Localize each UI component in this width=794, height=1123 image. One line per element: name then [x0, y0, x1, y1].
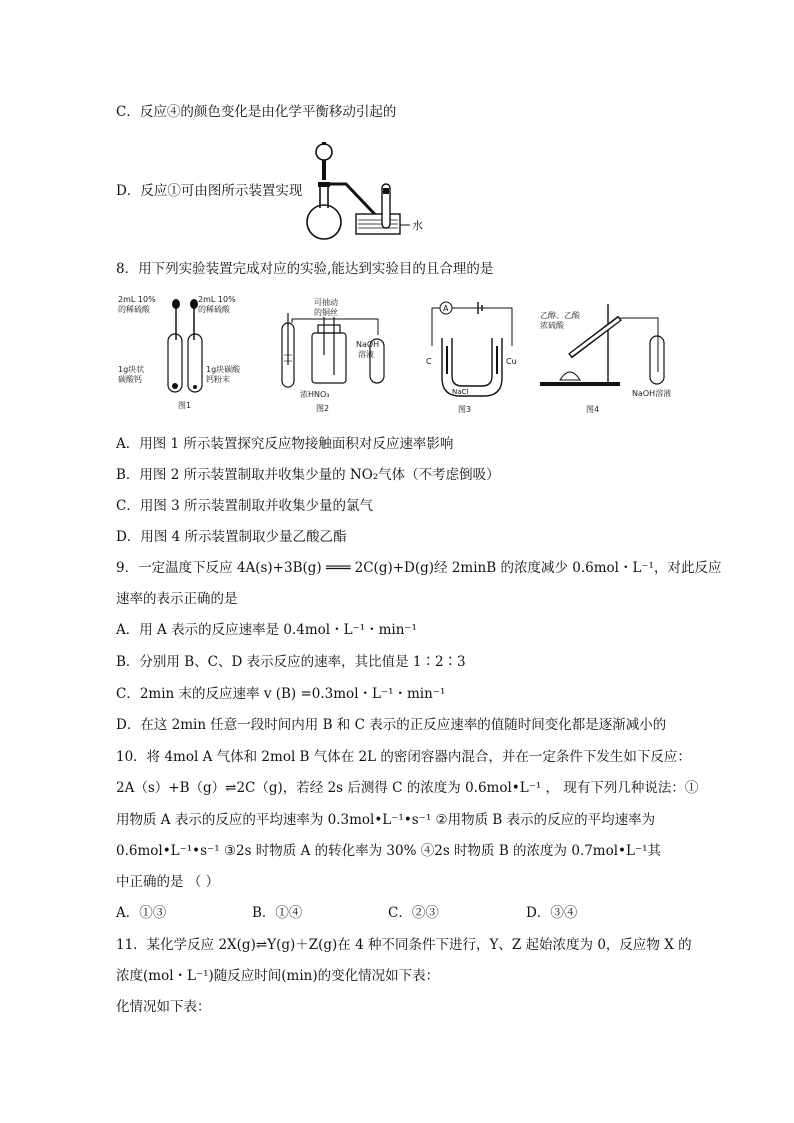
fig1-left-acid-name: 的稀硫酸	[118, 305, 150, 314]
q10-option-a: A．①③	[116, 905, 167, 921]
fig1-right-acid-amount: 2mL 10%	[198, 295, 236, 304]
q10-stem-line-5: 中正确的是 （ ）	[116, 874, 220, 890]
fig4-reagent-label-1: 乙醇、乙酸	[540, 311, 580, 320]
q9-option-b: B．分别用 B、C、D 表示反应的速率，其比值是 1∶2∶3	[116, 654, 466, 670]
q9-option-c: C．2min 末的反应速率 v (B) =0.3mol・L⁻¹・min⁻¹	[116, 686, 446, 702]
q11-stem-line-3: 化情况如下表：	[116, 999, 211, 1015]
q10-option-b: B．①④	[252, 905, 303, 921]
fig3-caption: 图3	[458, 405, 472, 414]
fig2-naoh-solution-label: 溶液	[358, 350, 374, 359]
q10-stem-line-2: 2A（s）+B（g）⇌2C（g)，若经 2s 后测得 C 的浓度为 0.6mol•L⁻¹ ， 现有下列几种说法：①	[116, 780, 699, 796]
fig2-naoh-label: NaOH	[356, 340, 380, 349]
figure-2	[274, 295, 404, 415]
fig4-reagent-label-2: 浓硫酸	[540, 321, 564, 330]
figure-1	[114, 290, 274, 415]
fig3-electrode-cu: Cu	[506, 357, 517, 366]
fig2-acid-label: 浓HNO₃	[300, 390, 330, 399]
q8-option-b: B．用图 2 所示装置制取并收集少量的 NO₂气体（不考虑倒吸）	[116, 467, 500, 483]
q9-option-a: A．用 A 表示的反应速率是 0.4mol・L⁻¹・min⁻¹	[116, 622, 417, 638]
fig2-caption: 图2	[316, 404, 330, 413]
fig2-wire-label-2: 的铜丝	[314, 308, 338, 317]
q10-option-d: D．③④	[526, 905, 578, 921]
q10-option-c: C．②③	[388, 905, 439, 921]
fig1-caption: 图1	[178, 401, 192, 410]
fig3-ammeter-label: A	[443, 304, 449, 313]
figure-3	[418, 298, 528, 416]
fig3-solution-label: NaCl	[452, 388, 469, 396]
q9-stem-line-2: 速率的表示正确的是	[116, 591, 238, 607]
q11-stem-line-1: 11．某化学反应 2X(g)⇌Y(g)＋Z(g)在 4 种不同条件下进行，Y、Z 起始浓度为 0，反应物 X 的	[116, 937, 692, 953]
apparatus-figure-7d	[290, 140, 430, 245]
q9-stem-line-1: 9．一定温度下反应 4A(s)+3B(g) ═══ 2C(g)+D(g)经 2minB 的浓度减少 0.6mol・L⁻¹，对此反应	[116, 560, 722, 576]
q10-stem-line-3: 用物质 A 表示的反应的平均速率为 0.3mol•L⁻¹•s⁻¹ ②用物质 B 表示的反应的平均速率为	[116, 812, 656, 828]
fig1-left-acid-amount: 2mL 10%	[118, 295, 156, 304]
fig4-caption: 图4	[586, 405, 600, 414]
fig1-right-acid-name: 的稀硫酸	[198, 305, 230, 314]
q9-option-d: D．在这 2min 任意一段时间内用 B 和 C 表示的正反应速率的值随时间变化都是逐渐减小的	[116, 717, 667, 733]
q8-stem: 8．用下列实验装置完成对应的实验,能达到实验目的且合理的是	[116, 261, 494, 277]
fig3-electrode-c: C	[426, 357, 432, 366]
fig4-naoh-label: NaOH溶液	[632, 389, 672, 398]
fig1-left-solid-name: 碳酸钙	[118, 375, 142, 384]
figure-4	[540, 296, 680, 418]
q8-option-d: D．用图 4 所示装置制取少量乙酸乙酯	[116, 529, 347, 545]
water-label: 水	[412, 219, 423, 232]
q11-stem-line-2: 浓度(mol・L⁻¹)随反应时间(min)的变化情况如下表：	[116, 968, 440, 984]
q7-option-c: C．反应④的颜色变化是由化学平衡移动引起的	[116, 104, 397, 120]
fig1-right-solid-name: 钙粉末	[206, 375, 230, 384]
q8-option-a: A．用图 1 所示装置探究反应物接触面积对反应速率影响	[116, 436, 454, 452]
fig1-left-solid-amount: 1g块状	[118, 365, 145, 374]
q7-option-d: D．反应①可由图所示装置实现	[116, 183, 303, 199]
q10-stem-line-1: 10．将 4mol A 气体和 2mol B 气体在 2L 的密闭容器内混合，并在一定条件下发生如下反应：	[116, 749, 691, 765]
q8-option-c: C．用图 3 所示装置制取并收集少量的氯气	[116, 498, 374, 514]
fig1-right-solid-amount: 1g块碳酸	[206, 365, 241, 374]
q10-stem-line-4: 0.6mol•L⁻¹•s⁻¹ ③2s 时物质 A 的转化率为 30% ④2s 时物质 B 的浓度为 0.7mol•L⁻¹其	[116, 843, 662, 859]
fig2-wire-label-1: 可抽动	[314, 298, 338, 307]
